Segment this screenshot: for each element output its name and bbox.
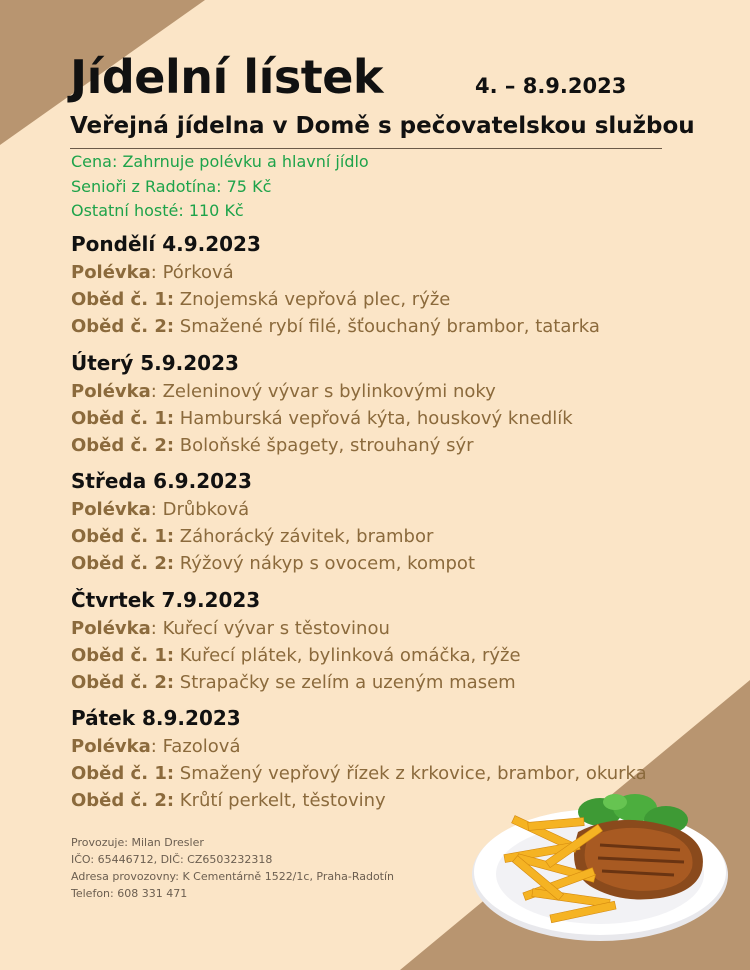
meal1-label: Oběd č. 1: [71,408,175,429]
soup-text: : Zeleninový vývar s bylinkovými noky [150,381,496,402]
soup-label: Polévka [71,262,151,283]
footer-phone: Telefon: 608 331 471 [71,887,188,900]
menu-meal-2 [71,790,386,811]
meal1-label: Oběd č. 1: [71,289,175,310]
price-other-guests: Ostatní hosté: 110 Kč [71,201,244,220]
soup-text: : Drůbková [150,499,250,520]
soup-label: Polévka [71,381,151,402]
footer-address: Adresa provozovny: K Cementárně 1522/1c, Praha-Radotín [71,870,395,883]
menu-meal-1 [71,763,647,784]
week-dates: 4. – 8.9.2023 [475,74,627,98]
menu-soup [71,262,234,283]
menu-meal-1 [71,526,433,547]
menu-soup [71,499,249,520]
meal1-label: Oběd č. 1: [71,763,175,784]
footer-operator: Provozuje: Milan Dresler [71,836,204,849]
meal2-text: Smažené rybí filé, šťouchaný brambor, tatarka [174,316,600,337]
page-title: Jídelní lístek [70,50,384,104]
meal2-label: Oběd č. 2: [71,553,175,574]
meal2-label: Oběd č. 2: [71,435,175,456]
footer-ids: IČO: 65446712, DIČ: CZ6503232318 [71,853,273,866]
menu-meal-2 [71,316,600,337]
meal2-text: Krůtí perkelt, těstoviny [174,790,386,811]
soup-label: Polévka [71,736,151,757]
meal2-text: Strapačky se zelím a uzeným masem [174,672,516,693]
day-heading: Čtvrtek 7.9.2023 [71,588,261,612]
meal1-text: Kuřecí plátek, bylinková omáčka, rýže [174,645,521,666]
meal1-text: Smažený vepřový řízek z krkovice, brambor, okurka [174,763,647,784]
soup-text: : Fazolová [150,736,241,757]
meal2-text: Rýžový nákyp s ovocem, kompot [174,553,476,574]
meal1-text: Záhorácký závitek, brambor [174,526,434,547]
meal1-text: Znojemská vepřová plec, rýže [174,289,451,310]
meal2-text: Boloňské špagety, strouhaný sýr [174,435,474,456]
price-seniors: Senioři z Radotína: 75 Kč [71,177,272,196]
meal1-text: Hamburská vepřová kýta, houskový knedlík [174,408,573,429]
meal2-label: Oběd č. 2: [71,672,175,693]
menu-soup [71,618,390,639]
page-subtitle: Veřejná jídelna v Domě s pečovatelskou službou [70,113,695,139]
menu-meal-1 [71,645,521,666]
soup-label: Polévka [71,499,151,520]
meal1-label: Oběd č. 1: [71,645,175,666]
menu-meal-2 [71,435,474,456]
menu-meal-1 [71,289,450,310]
day-heading: Pátek 8.9.2023 [71,706,241,730]
menu-soup [71,736,240,757]
menu-meal-2 [71,553,475,574]
day-heading: Pondělí 4.9.2023 [71,232,261,256]
price-info: Cena: Zahrnuje polévku a hlavní jídlo [71,152,369,171]
menu-meal-2 [71,672,516,693]
soup-label: Polévka [71,618,151,639]
soup-text: : Kuřecí vývar s těstovinou [150,618,390,639]
meal2-label: Oběd č. 2: [71,316,175,337]
day-heading: Úterý 5.9.2023 [71,351,239,375]
day-heading: Středa 6.9.2023 [71,469,252,493]
soup-text: : Pórková [150,262,234,283]
menu-soup [71,381,496,402]
header-divider [70,148,662,149]
meal2-label: Oběd č. 2: [71,790,175,811]
menu-meal-1 [71,408,573,429]
plate-icon [470,790,730,945]
meal1-label: Oběd č. 1: [71,526,175,547]
